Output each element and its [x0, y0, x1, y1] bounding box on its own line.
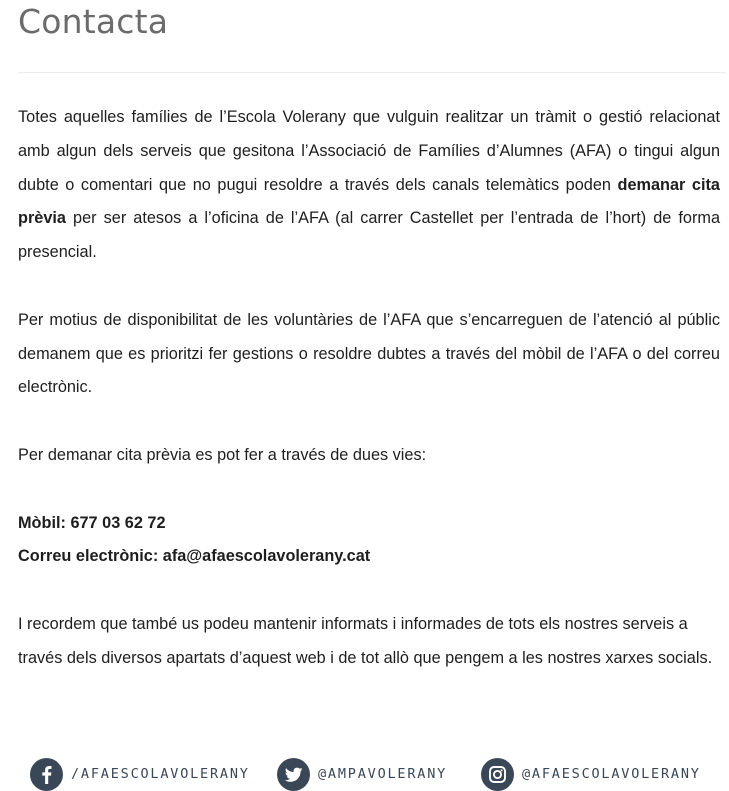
appointment-highlight: demanar cita prèvia — [18, 175, 720, 228]
twitter-handle: @AMPAVOLERANY — [318, 766, 448, 782]
intro-paragraph — [18, 101, 720, 270]
intro-text-start: Totes aquelles famílies de l’Escola Volerany que vulguin realitzar un tràmit o gestió relacionat amb algun dels serveis que gesitona l’Associació de Famílies d’Alumnes (AFA) o tingui algun dubte o comentari que no pugui resoldre a través dels canals telemàtics poden — [18, 108, 720, 194]
facebook-link[interactable] — [30, 758, 277, 791]
social-links — [30, 757, 720, 791]
contact-content — [18, 101, 720, 676]
email-contact-text: Correu electrònic: afa@afaescolavolerany.cat — [18, 547, 371, 566]
instagram-handle: @AFAESCOLAVOLERANY — [522, 766, 701, 782]
instagram-link[interactable] — [481, 758, 701, 791]
instagram-icon — [481, 758, 514, 791]
twitter-icon — [277, 758, 310, 791]
mobile-contact — [18, 507, 720, 541]
email-contact — [18, 540, 720, 574]
contact-page — [18, 0, 720, 709]
facebook-icon — [30, 758, 63, 791]
closing-paragraph: I recordem que també us podeu mantenir informats i informades de tots els nostres serveis a través dels diversos apartats d’aquest web i de tot allò que pengem a les nostres xarxes socials. — [18, 614, 713, 667]
mobile-contact-text: Mòbil: 677 03 62 72 — [18, 513, 166, 532]
page-title: Contacta — [18, 2, 169, 41]
facebook-handle: /AFAESCOLAVOLERANY — [71, 766, 250, 782]
twitter-link[interactable] — [277, 758, 481, 791]
title-divider — [18, 72, 726, 73]
ways-paragraph: Per demanar cita prèvia es pot fer a través de dues vies: — [18, 445, 427, 464]
availability-paragraph: Per motius de disponibilitat de les voluntàries de l’AFA que s’encarreguen de l’atenció al públic demanem que es prioritzi fer gestions o resoldre dubtes a través del mòbil de l’AFA o del correu electrònic. — [18, 310, 720, 397]
intro-text-end: per ser atesos a l’oficina de l’AFA (al carrer Castellet per l’entrada de l’hort) de forma presencial. — [18, 209, 720, 262]
